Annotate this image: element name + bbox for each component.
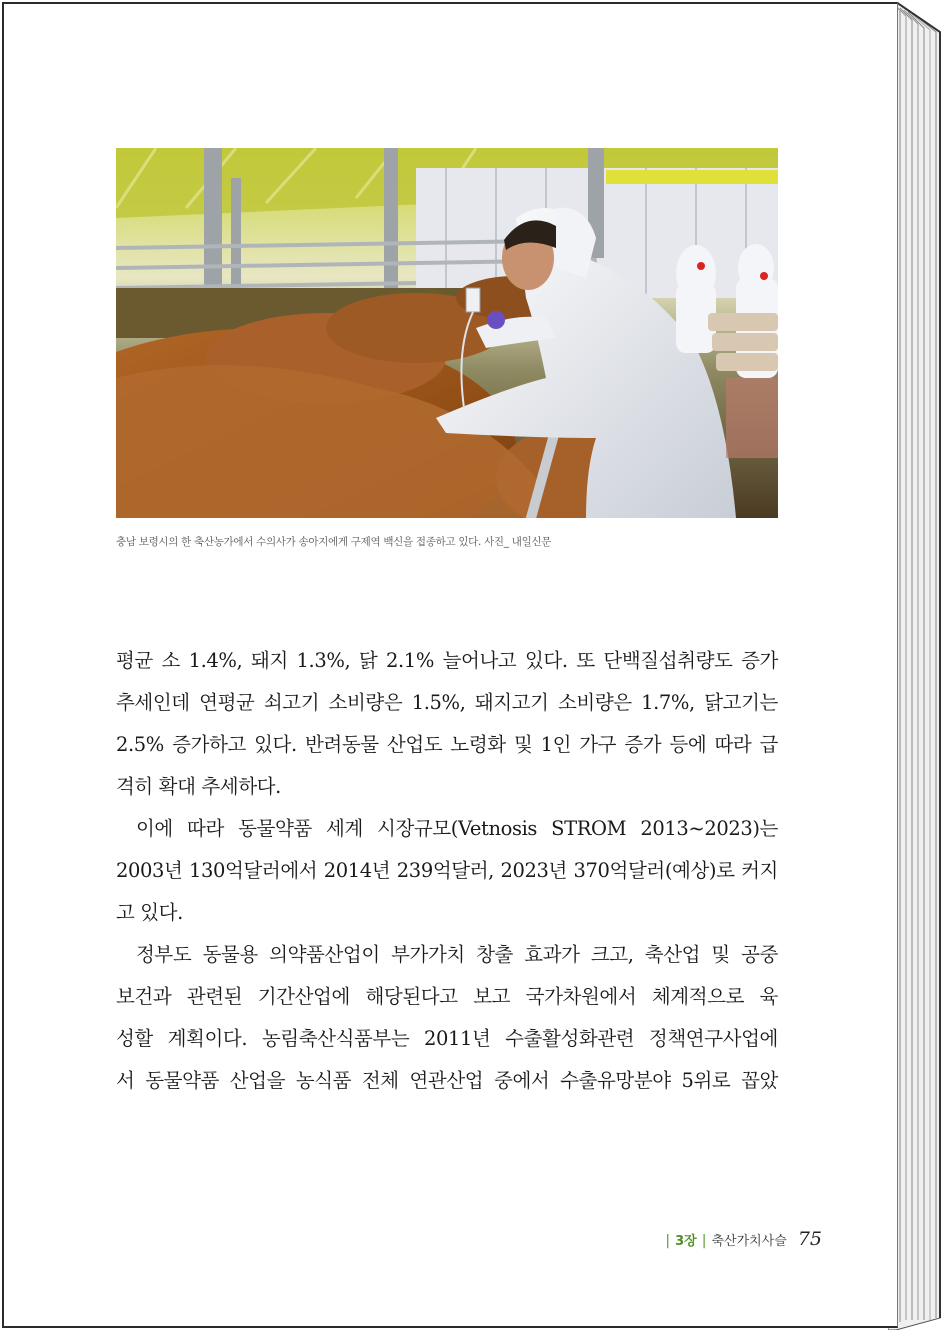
page-number: 75 [797,1228,822,1250]
text-line: 2003년 130억달러에서 2014년 239억달러, 2023년 370억달러(예상)로 커지 [116,859,778,882]
text-line: 고 있다. [116,901,183,924]
body-text [116,640,778,1102]
section-title: 축산가치사슬 [711,1234,787,1249]
text-line: 추세인데 연평균 쇠고기 소비량은 1.5%, 돼지고기 소비량은 1.7%, 닭고기는 [116,691,778,714]
text-line: 격히 확대 추세하다. [116,775,281,798]
photo-caption: 충남 보령시의 한 축산농가에서 수의사가 송아지에게 구제역 백신을 접종하고 있다. 사진_ 내일신문 [116,536,552,548]
text-line: 평균 소 1.4%, 돼지 1.3%, 닭 2.1% 늘어나고 있다. 또 단백질섭취량도 증가 [116,649,778,672]
vaccination-photo [116,148,778,518]
running-footer [665,1228,822,1250]
text-line: 이에 따라 동물약품 세계 시장규모(Vetnosis STROM 2013~2023)는 [136,817,778,840]
text-line: 2.5% 증가하고 있다. 반려동물 산업도 노령화 및 1인 가구 증가 등에 따라 급 [116,733,778,756]
text-line: 서 동물약품 산업을 농식품 전체 연관산업 중에서 수출유망분야 5위로 꼽았 [116,1069,778,1092]
footer-divider: | [701,1233,707,1249]
text-line: 성할 계획이다. 농림축산식품부는 2011년 수출활성화관련 정책연구사업에 [116,1027,778,1050]
chapter-label: 3장 [675,1234,697,1249]
text-line: 정부도 동물용 의약품산업이 부가가치 창출 효과가 크고, 축산업 및 공중 [136,943,778,966]
footer-divider: | [665,1233,671,1249]
text-line: 보건과 관련된 기간산업에 해당된다고 보고 국가차원에서 체계적으로 육 [116,985,778,1008]
